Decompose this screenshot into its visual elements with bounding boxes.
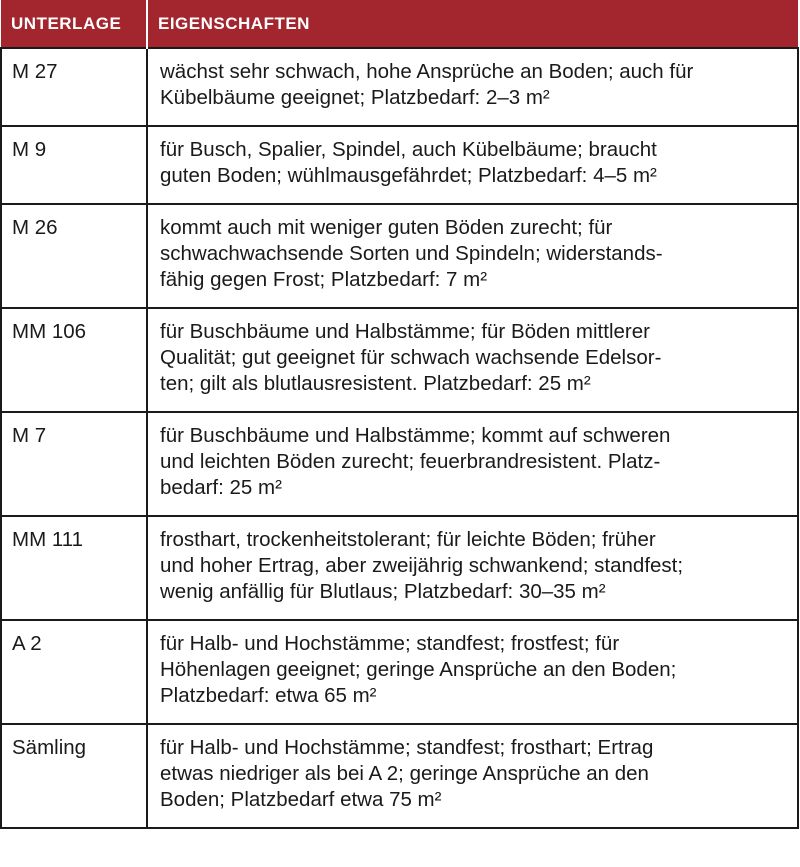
table-row — [1, 308, 798, 412]
table-row — [1, 126, 798, 204]
properties-line: fähig gegen Frost; Platzbedarf: 7 m² — [160, 268, 488, 291]
rootstock-properties — [147, 308, 798, 412]
table-row — [1, 48, 798, 126]
rootstock-properties — [147, 516, 798, 620]
rootstock-name: MM 111 — [1, 516, 147, 620]
properties-line: für Buschbäume und Halbstämme; kommt auf schweren — [160, 424, 671, 447]
rootstock-properties — [147, 126, 798, 204]
properties-line: Kübelbäume geeignet; Platzbedarf: 2–3 m² — [160, 86, 550, 109]
table-row — [1, 620, 798, 724]
properties-line: und leichten Böden zurecht; feuerbrandresistent. Platz- — [160, 450, 661, 473]
properties-line: frosthart, trockenheitstolerant; für leichte Böden; früher — [160, 528, 656, 551]
rootstock-properties — [147, 724, 798, 828]
rootstock-properties — [147, 48, 798, 126]
rootstock-name: Sämling — [1, 724, 147, 828]
properties-line: wächst sehr schwach, hohe Ansprüche an Boden; auch für — [160, 60, 694, 83]
properties-line: Höhenlagen geeignet; geringe Ansprüche an den Boden; — [160, 658, 677, 681]
rootstock-name: M 27 — [1, 48, 147, 126]
properties-line: guten Boden; wühlmausgefährdet; Platzbedarf: 4–5 m² — [160, 164, 657, 187]
rootstock-name: M 7 — [1, 412, 147, 516]
table-row — [1, 412, 798, 516]
properties-line: etwas niedriger als bei A 2; geringe Ansprüche an den — [160, 762, 649, 785]
properties-line: Boden; Platzbedarf etwa 75 m² — [160, 788, 442, 811]
properties-line: für Busch, Spalier, Spindel, auch Kübelbäume; braucht — [160, 138, 657, 161]
rootstock-properties — [147, 620, 798, 724]
properties-line: bedarf: 25 m² — [160, 476, 282, 499]
properties-line: für Halb- und Hochstämme; standfest; frostfest; für — [160, 632, 620, 655]
table-row — [1, 204, 798, 308]
rootstock-properties — [147, 204, 798, 308]
properties-line: schwachwachsende Sorten und Spindeln; widerstands- — [160, 242, 663, 265]
properties-line: kommt auch mit weniger guten Böden zurecht; für — [160, 216, 613, 239]
table-row — [1, 516, 798, 620]
rootstock-name: M 9 — [1, 126, 147, 204]
properties-line: ten; gilt als blutlausresistent. Platzbedarf: 25 m² — [160, 372, 591, 395]
table-row — [1, 724, 798, 828]
properties-line: für Halb- und Hochstämme; standfest; frosthart; Ertrag — [160, 736, 654, 759]
properties-line: und hoher Ertrag, aber zweijährig schwankend; standfest; — [160, 554, 684, 577]
header-properties: EIGENSCHAFTEN — [147, 0, 798, 48]
properties-line: wenig anfällig für Blutlaus; Platzbedarf: 30–35 m² — [160, 580, 606, 603]
properties-line: Qualität; gut geeignet für schwach wachsende Edelsor- — [160, 346, 662, 369]
properties-line: für Buschbäume und Halbstämme; für Böden mittlerer — [160, 320, 650, 343]
table-header-row — [1, 0, 798, 48]
properties-line: Platzbedarf: etwa 65 m² — [160, 684, 377, 707]
rootstock-name: M 26 — [1, 204, 147, 308]
rootstock-properties — [147, 412, 798, 516]
header-rootstock: UNTERLAGE — [1, 0, 147, 48]
rootstock-name: MM 106 — [1, 308, 147, 412]
rootstock-name: A 2 — [1, 620, 147, 724]
